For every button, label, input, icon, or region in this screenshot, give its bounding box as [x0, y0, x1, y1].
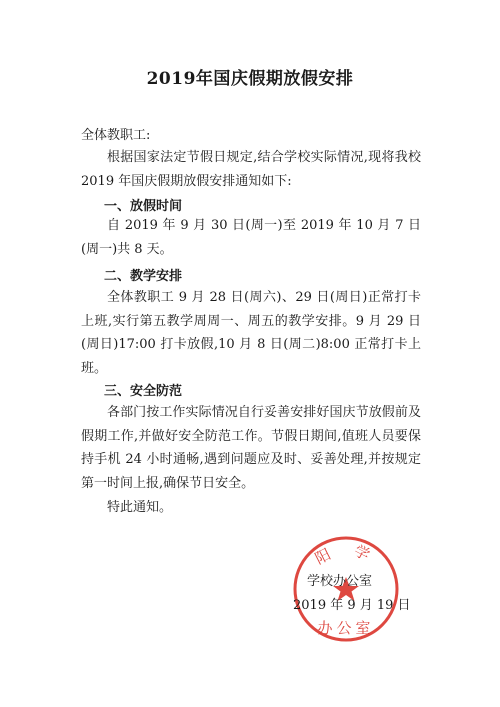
document-date: 2019 年 9 月 19 日 — [293, 598, 411, 613]
signatory: 学校办公室 — [307, 574, 373, 589]
section-text-1: 自 2019 年 9 月 30 日(周一)至 2019 年 10 月 7 日(周一)共 8 天。 — [81, 218, 421, 257]
section-heading-2: 二、教学安排 — [104, 269, 183, 284]
seal-top-text: 阳 学 — [312, 541, 380, 568]
section-text-3: 各部门按工作实际情况自行妥善安排好国庆节放假前及假期工作,并做好安全防范工作。节假日期间,值班人员要保持手机 24 小时通畅,遇到问题应及时、妥善处理,并按规定第一时间上报,确保节日安全。 — [81, 405, 421, 491]
salutation: 全体教职工: — [81, 128, 151, 143]
closing-text: 特此通知。 — [107, 500, 173, 515]
section-text-2: 全体教职工 9 月 28 日(周六)、29 日(周日)正常打卡上班,实行第五教学周周一、周五的教学安排。9 月 29 日(周日)17:00 打卡放假,10 月 8 日(周二)8:00 正常打卡上班。 — [81, 290, 421, 376]
official-seal — [290, 533, 402, 645]
section-heading-1: 一、放假时间 — [104, 199, 183, 214]
seal-bottom-text: 办公室 — [317, 619, 375, 637]
document-title: 2019年国庆假期放假安排 — [146, 69, 354, 89]
section-heading-3: 三、安全防范 — [104, 384, 183, 399]
intro-paragraph: 根据国家法定节假日规定,结合学校实际情况,现将我校 2019 年国庆假期放假安排通知如下: — [81, 150, 421, 189]
